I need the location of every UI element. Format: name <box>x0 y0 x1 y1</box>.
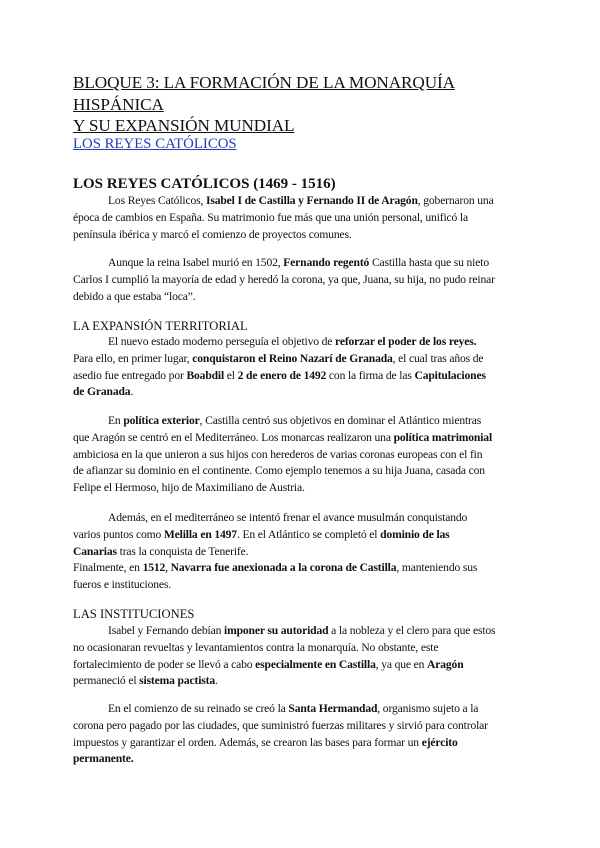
section-expansion-heading: LA EXPANSIÓN TERRITORIAL <box>73 319 248 333</box>
paragraph-1: Los Reyes Católicos, Isabel I de Castilla y Fernando II de Aragón, gobernaron una época de cambios en España. Su matrimonio fue más que una unión personal, unificó la península ibérica y marcó el comienzo de proyectos comunes. <box>73 194 494 241</box>
paragraph-6: Finalmente, en 1512, Navarra fue anexionada a la corona de Castilla, manteniendo sus fueros e instituciones. <box>73 561 478 591</box>
paragraph-2: Aunque la reina Isabel murió en 1502, Fernando regentó Castilla hasta que su nieto Carlos I cumplió la mayoría de edad y heredó la corona, ya que, Juana, su hija, no pudo reinar debido a que estaba “loca”. <box>73 256 495 303</box>
paragraph-7: Isabel y Fernando debían imponer su autoridad a la nobleza y el clero para que estos no ocasionaran revueltas y levantamientos contra la monarquía. No obstante, este fortalecimiento de poder se llevó a cabo especialmente en Castilla, ya que en Aragón permaneció el sistema pactista. <box>73 624 496 688</box>
section-heading: LOS REYES CATÓLICOS (1469 - 1516) <box>73 176 336 192</box>
reyes-catolicos-link[interactable]: LOS REYES CATÓLICOS <box>73 136 237 152</box>
document-title: BLOQUE 3: LA FORMACIÓN DE LA MONARQUÍA HISPÁNICA Y SU EXPANSIÓN MUNDIAL <box>73 73 455 135</box>
paragraph-5: Además, en el mediterráneo se intentó frenar el avance musulmán conquistando varios puntos como Melilla en 1497. En el Atlántico se completó el dominio de las Canarias tras la conquista de Tenerife. <box>73 511 468 558</box>
paragraph-4: En política exterior, Castilla centró sus objetivos en dominar el Atlántico mientras que Aragón se centró en el Mediterráneo. Los monarcas realizaron una política matrimonial ambiciosa en la que unieron a sus hijos con herederos de varias coronas europeas con el fin de afianzar su dominio en el continente. Como ejemplo tenemos a su hija Juana, casada con Felipe el Hermoso, hijo de Maximiliano de Austria. <box>73 414 493 495</box>
section-instituciones-heading: LAS INSTITUCIONES <box>73 607 195 621</box>
paragraph-8: En el comienzo de su reinado se creó la Santa Hermandad, organismo sujeto a la corona pero pagado por las ciudades, que suministró fuerzas militares y sirvió para controlar impuestos y garantizar el orden. Además, se crearon las bases para formar un ejército permanente. <box>73 702 488 766</box>
paragraph-3: El nuevo estado moderno perseguía el objetivo de reforzar el poder de los reyes. Para ello, en primer lugar, conquistaron el Reino Nazarí de Granada, el cual tras años de asedio fue entregado por Boabdil el 2 de enero de 1492 con la firma de las Capitulaciones de Granada. <box>73 335 486 399</box>
